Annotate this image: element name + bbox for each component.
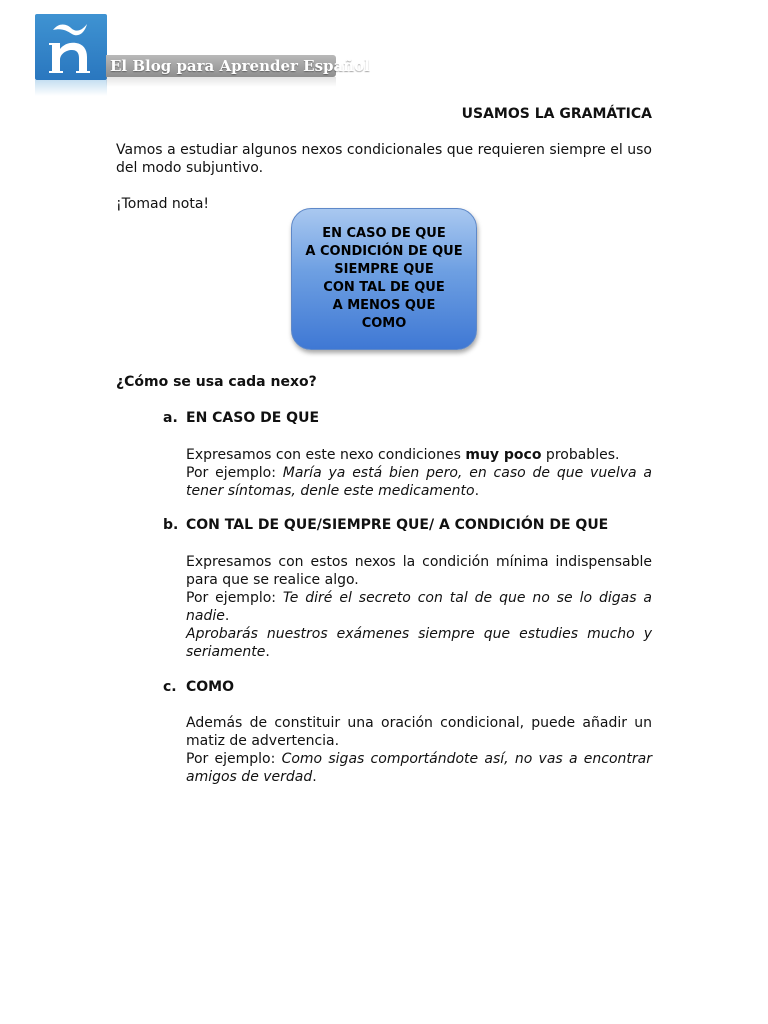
section-paragraph: Además de constituir una oración condicional, puede añadir un matiz de advertencia. xyxy=(186,715,652,749)
section-paragraph xyxy=(186,446,652,464)
blog-name: El Blog para Aprender Español xyxy=(110,57,370,75)
question-heading: ¿Cómo se usa cada nexo? xyxy=(116,374,317,390)
section-paragraph: Expresamos con estos nexos la condición mínima indispensable para que se realice algo. xyxy=(186,554,652,588)
nexo-item: A CONDICIÓN DE QUE xyxy=(305,244,463,259)
nexos-box xyxy=(291,208,477,350)
example-text: Te diré el secreto con tal de que no se lo digas a nadie xyxy=(186,590,652,624)
section-marker: c. xyxy=(163,679,177,695)
text-run: . xyxy=(265,644,270,660)
section-body xyxy=(186,714,652,786)
text-run: . xyxy=(312,769,317,785)
page-title: USAMOS LA GRAMÁTICA xyxy=(461,106,652,122)
nexo-item: COMO xyxy=(361,316,407,331)
text-run: . xyxy=(224,608,230,624)
nexo-item: CON TAL DE QUE xyxy=(323,280,445,295)
section-marker: b. xyxy=(163,517,179,533)
section-heading: CON TAL DE QUE/SIEMPRE QUE/ A CONDICIÓN DE QUE xyxy=(186,517,609,533)
section-body xyxy=(186,446,652,500)
example-paragraph xyxy=(186,750,652,786)
blog-logo[interactable] xyxy=(35,14,107,80)
example-text: María ya está bien pero, en caso de que vuelva a tener síntomas, denle este medicamento xyxy=(186,465,653,499)
text-run: probables. xyxy=(541,447,620,463)
n-tilde-logo-icon xyxy=(35,14,107,80)
bold-text: muy poco xyxy=(465,447,542,463)
note-text: ¡Tomad nota! xyxy=(116,196,210,212)
section-heading: EN CASO DE QUE xyxy=(186,410,320,426)
example-text: Como sigas comportándote así, no vas a encontrar amigos de verdad xyxy=(186,751,652,785)
section-body xyxy=(186,553,652,661)
example-paragraph xyxy=(186,625,652,661)
nexo-item: EN CASO DE QUE xyxy=(322,226,446,241)
example-text: Aprobarás nuestros exámenes siempre que estudies mucho y seriamente xyxy=(186,626,652,660)
example-label: Por ejemplo: xyxy=(186,751,282,767)
example-label: Por ejemplo: xyxy=(186,590,283,606)
nexo-item: SIEMPRE QUE xyxy=(334,262,434,277)
example-label: Por ejemplo: xyxy=(186,465,283,481)
nexo-item: A MENOS QUE xyxy=(332,298,436,313)
intro-paragraph: Vamos a estudiar algunos nexos condicionales que requieren siempre el uso del modo subjuntivo. xyxy=(116,142,652,176)
logo-reflection xyxy=(35,80,107,96)
text-run: . xyxy=(474,483,480,499)
example-paragraph xyxy=(186,464,652,500)
example-paragraph xyxy=(186,589,652,625)
section-marker: a. xyxy=(163,410,178,426)
text-run: Expresamos con este nexo condiciones xyxy=(186,447,466,463)
section-heading: COMO xyxy=(186,679,235,695)
logo-banner-reflection xyxy=(106,77,336,87)
